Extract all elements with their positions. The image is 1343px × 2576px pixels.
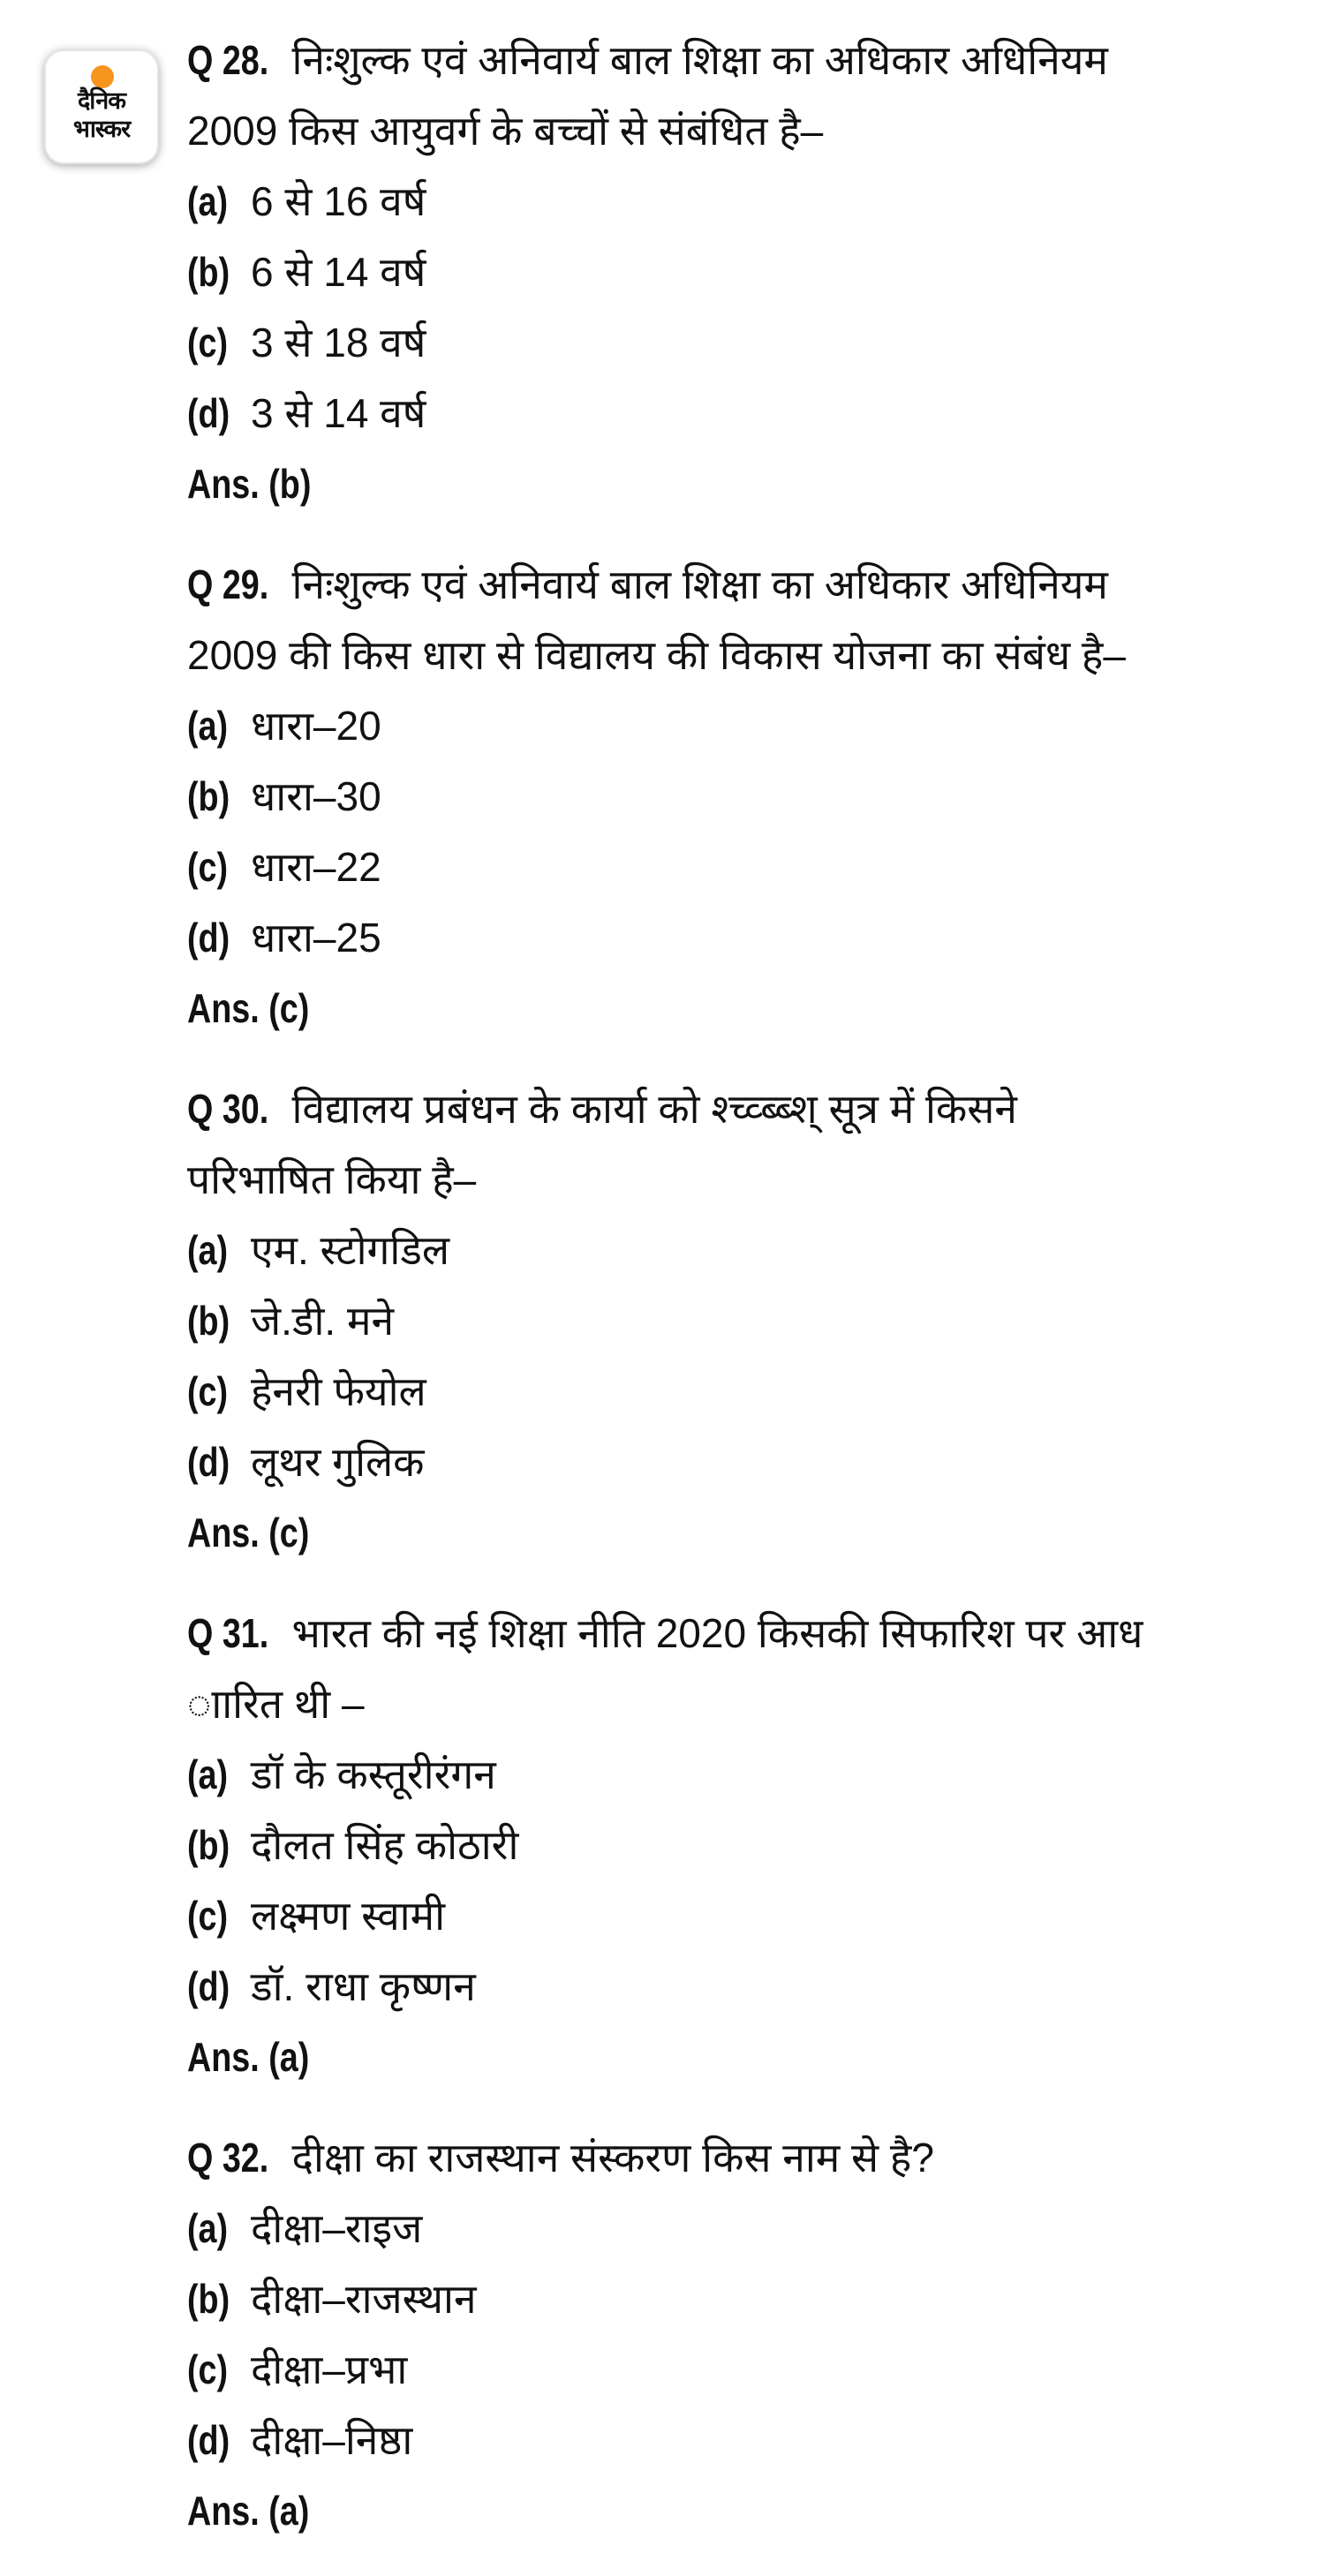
option-text: दीक्षा–राइज [251, 2205, 423, 2251]
option-a [187, 690, 1326, 761]
option-d [187, 2405, 1326, 2475]
option-label: (d) [187, 390, 230, 436]
answer [187, 973, 1326, 1043]
question-28 [187, 25, 1326, 519]
option-text: एम. स्टोगडिल [251, 1227, 450, 1273]
option-d [187, 378, 1326, 448]
option-text: डॉ. राधा कृष्णन [251, 1963, 476, 2009]
option-label: (a) [187, 1227, 229, 1273]
answer [187, 2475, 1326, 2546]
option-text: दीक्षा–निष्ठा [251, 2417, 413, 2463]
option-c [187, 832, 1326, 902]
option-label: (d) [187, 1963, 230, 2009]
option-text: लक्ष्मण स्वामी [251, 1893, 446, 1939]
question-line [187, 1668, 1326, 1739]
option-label: (d) [187, 2417, 230, 2463]
option-c [187, 307, 1326, 378]
option-label: (d) [187, 915, 230, 960]
option-label: (b) [187, 773, 230, 819]
option-label: (a) [187, 2205, 229, 2251]
logo-text-line1: दैनिक [77, 87, 126, 115]
option-b [187, 1810, 1326, 1880]
question-32 [187, 2122, 1326, 2546]
question-line [187, 1144, 1326, 1215]
option-text: धारा–30 [251, 773, 381, 819]
option-d [187, 1427, 1326, 1497]
logo-text-line2: भास्कर [72, 116, 131, 143]
option-d [187, 1951, 1326, 2022]
option-label: (c) [187, 844, 229, 890]
option-label: (c) [187, 320, 229, 365]
option-a [187, 166, 1326, 237]
option-label: (b) [187, 1822, 230, 1868]
option-label: (a) [187, 703, 229, 749]
option-a [187, 2193, 1326, 2263]
option-text: दीक्षा–राजस्थान [251, 2276, 477, 2322]
question-text: ाारित थी – [187, 1681, 365, 1727]
option-text: दीक्षा–प्रभा [251, 2346, 408, 2392]
option-b [187, 237, 1326, 307]
question-number: Q 31. [187, 1610, 269, 1656]
question-number: Q 32. [187, 2135, 269, 2181]
option-label: (b) [187, 2276, 230, 2322]
option-c [187, 1880, 1326, 1951]
option-text: दौलत सिंह कोठारी [251, 1822, 519, 1868]
question-text: निःशुल्क एवं अनिवार्य बाल शिक्षा का अधिकार अधिनियम [291, 37, 1108, 83]
question-text: 2009 की किस धारा से विद्यालय की विकास योजना का संबंध है– [187, 632, 1126, 678]
option-c [187, 1356, 1326, 1427]
option-text: हेनरी फेयोल [251, 1368, 426, 1414]
question-line [187, 1598, 1326, 1668]
logo-sun-icon [91, 65, 114, 88]
question-line [187, 1073, 1326, 1144]
option-c [187, 2334, 1326, 2405]
question-text: भारत की नई शिक्षा नीति 2020 किसकी सिफारिश पर आध [291, 1610, 1143, 1656]
option-text: जे.डी. मने [251, 1298, 395, 1344]
option-text: डॉ के कस्तूरीरंगन [251, 1751, 496, 1797]
option-label: (b) [187, 1298, 230, 1344]
question-text: 2009 किस आयुवर्ग के बच्चों से संबंधित है– [187, 108, 824, 154]
option-b [187, 1285, 1326, 1356]
option-b [187, 2263, 1326, 2334]
question-line [187, 2122, 1326, 2193]
answer [187, 448, 1326, 519]
answer-text: Ans. (a) [187, 2488, 310, 2534]
question-text: विद्यालय प्रबंधन के कार्या को श्च्व्ब्ब्श् सूत्र में किसने [291, 1086, 1017, 1132]
question-number: Q 30. [187, 1086, 269, 1132]
answer-text: Ans. (c) [187, 1510, 310, 1555]
answer [187, 2022, 1326, 2092]
option-b [187, 761, 1326, 832]
question-text: दीक्षा का राजस्थान संस्करण किस नाम से है? [291, 2135, 934, 2181]
option-text: लूथर गुलिक [251, 1439, 425, 1485]
question-number: Q 28. [187, 37, 269, 83]
question-31 [187, 1598, 1326, 2092]
option-d [187, 902, 1326, 973]
option-a [187, 1215, 1326, 1285]
question-text: परिभाषित किया है– [187, 1156, 477, 1202]
option-label: (b) [187, 249, 230, 295]
option-label: (c) [187, 2346, 229, 2392]
option-label: (a) [187, 178, 229, 224]
question-number: Q 29. [187, 561, 269, 607]
answer-text: Ans. (c) [187, 985, 310, 1031]
answer [187, 1497, 1326, 1568]
option-label: (a) [187, 1751, 229, 1797]
answer-text: Ans. (b) [187, 461, 312, 507]
option-text: 6 से 16 वर्ष [251, 178, 426, 224]
option-text: धारा–25 [251, 915, 381, 960]
question-text: निःशुल्क एवं अनिवार्य बाल शिक्षा का अधिकार अधिनियम [291, 561, 1108, 607]
question-line [187, 25, 1326, 95]
option-a [187, 1739, 1326, 1810]
option-label: (c) [187, 1893, 229, 1939]
option-label: (c) [187, 1368, 229, 1414]
question-line [187, 549, 1326, 620]
question-29 [187, 549, 1326, 1043]
option-text: 3 से 14 वर्ष [251, 390, 426, 436]
question-list [187, 25, 1326, 2576]
question-line [187, 620, 1326, 690]
option-text: धारा–22 [251, 844, 381, 890]
answer-text: Ans. (a) [187, 2034, 310, 2080]
question-line [187, 95, 1326, 166]
option-text: 3 से 18 वर्ष [251, 320, 426, 365]
option-text: धारा–20 [251, 703, 381, 749]
option-text: 6 से 14 वर्ष [251, 249, 426, 295]
question-30 [187, 1073, 1326, 1568]
dainik-bhaskar-logo [44, 49, 159, 164]
option-label: (d) [187, 1439, 230, 1485]
